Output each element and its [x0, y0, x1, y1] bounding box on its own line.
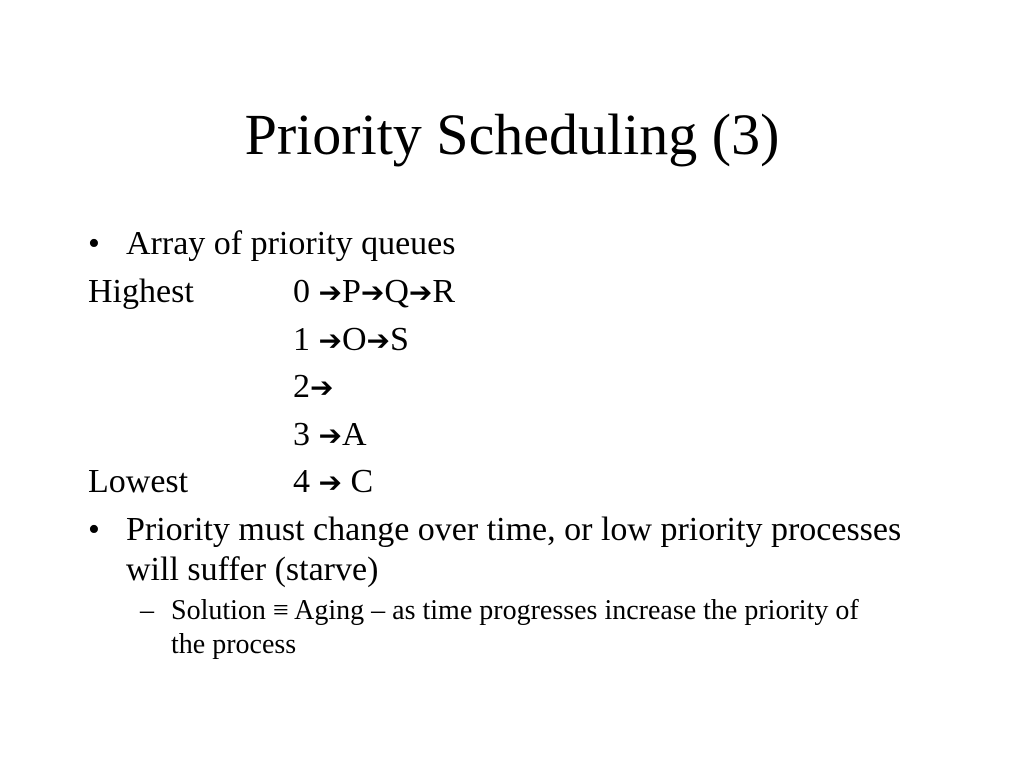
sub-bullet-marker: –	[140, 595, 154, 626]
bullet-marker: •	[88, 225, 100, 262]
bullet-text: Priority must change over time, or low priority processes will suffer (starve)	[126, 511, 902, 588]
right-arrow-icon: ➔	[360, 276, 385, 309]
queue-entry: 1 ➔O➔S	[293, 321, 409, 358]
right-arrow-icon: ➔	[366, 324, 390, 357]
queue-row-0	[88, 272, 788, 312]
sub-bullet-text: Solution ≡ Aging – as time progresses increase the priority of the process	[171, 595, 859, 660]
queue-row-1	[88, 320, 788, 360]
right-arrow-icon: ➔	[318, 419, 342, 452]
queue-label-lowest: Lowest	[88, 463, 189, 500]
right-arrow-icon: ➔	[310, 371, 334, 404]
queue-row-3	[88, 415, 788, 455]
queue-entry: 2➔	[293, 368, 334, 405]
queue-entry: 4 ➔ C	[293, 463, 374, 500]
bullet-marker: •	[88, 511, 100, 548]
queue-row-2	[88, 367, 788, 407]
right-arrow-icon: ➔	[318, 276, 342, 309]
right-arrow-icon: ➔	[408, 276, 433, 309]
queue-entry: 0 ➔P➔Q➔R	[293, 273, 456, 310]
queue-label-highest: Highest	[88, 273, 194, 310]
bullet-text: Array of priority queues	[126, 225, 456, 262]
queue-row-4	[88, 462, 788, 502]
right-arrow-icon: ➔	[318, 324, 342, 357]
right-arrow-icon: ➔	[318, 466, 342, 499]
slide-title: Priority Scheduling (3)	[244, 102, 780, 167]
queue-entry: 3 ➔A	[293, 416, 367, 453]
